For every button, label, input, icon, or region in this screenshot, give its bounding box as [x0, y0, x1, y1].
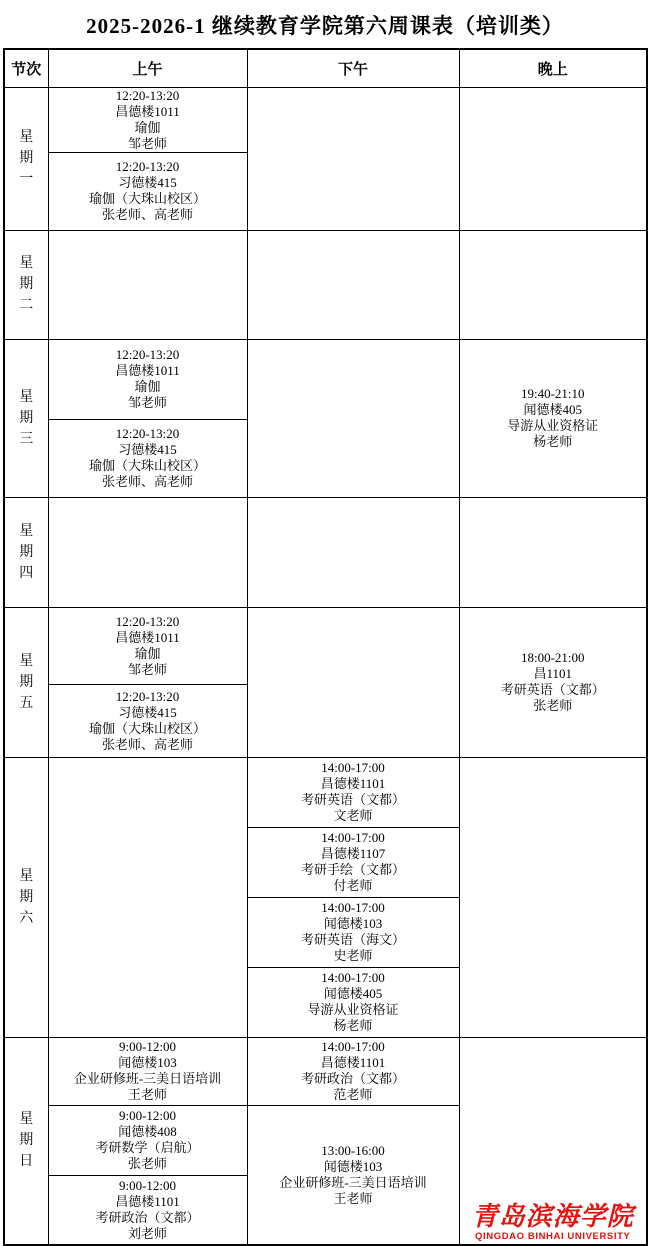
course-room: 闻德楼103 — [323, 916, 383, 931]
empty-cell-fri-pm — [247, 607, 459, 757]
course-time: 14:00-17:00 — [321, 830, 385, 845]
row-saturday-1 — [4, 757, 647, 827]
course-cell-wed-am-2 — [48, 419, 247, 497]
sunday-evening-cell — [459, 1037, 647, 1245]
course-cell-sun-am-2 — [48, 1105, 247, 1175]
header-morning: 上午 — [48, 49, 247, 87]
row-wednesday-1 — [4, 339, 647, 419]
empty-cell-thu-am — [48, 497, 247, 607]
course-time: 9:00-12:00 — [118, 1177, 177, 1193]
course-time: 12:20-13:20 — [115, 613, 180, 629]
day-label-sunday: 星期日 — [4, 1037, 48, 1245]
course-time: 12:20-13:20 — [115, 159, 180, 174]
course-course: 企业研修班-三美日语培训 — [73, 1071, 222, 1086]
course-course: 企业研修班-三美日语培训 — [279, 1174, 427, 1190]
university-logo-english: QINGDAO BINHAI UNIVERSITY — [475, 1230, 631, 1242]
course-course: 考研政治（文都） — [300, 1071, 405, 1086]
course-room: 昌德楼1101 — [320, 1055, 386, 1070]
course-cell-sat-pm-2 — [247, 827, 459, 897]
empty-cell-sat-am — [48, 757, 247, 1037]
course-time: 13:00-16:00 — [321, 1142, 385, 1158]
course-teacher: 杨老师 — [533, 434, 573, 449]
day-label-friday: 星期五 — [4, 607, 48, 757]
course-course: 考研英语（文都） — [300, 792, 405, 807]
row-thursday — [4, 497, 647, 607]
empty-cell-thu-eve — [459, 497, 647, 607]
course-room: 昌德楼1101 — [320, 776, 386, 791]
empty-cell-sat-eve — [459, 757, 647, 1037]
course-cell-sun-am-1 — [48, 1037, 247, 1105]
course-cell-sun-pm-2 — [247, 1105, 459, 1245]
empty-cell-tue-pm — [247, 230, 459, 339]
row-friday-1 — [4, 607, 647, 684]
course-course: 考研数学（启航） — [95, 1140, 200, 1155]
course-time: 9:00-12:00 — [118, 1039, 177, 1054]
course-course: 导游从业资格证 — [307, 1002, 399, 1017]
course-course: 瑜伽 — [134, 645, 161, 661]
course-room: 习德楼415 — [118, 704, 177, 720]
row-tuesday — [4, 230, 647, 339]
course-time: 19:40-21:10 — [520, 386, 585, 401]
course-course: 瑜伽 — [134, 119, 161, 135]
course-room: 闻德楼408 — [118, 1124, 177, 1139]
course-cell-fri-am-1 — [48, 607, 247, 684]
course-teacher: 史老师 — [333, 948, 373, 963]
course-cell-wed-eve — [459, 339, 647, 497]
course-cell-mon-am-2 — [48, 152, 247, 230]
course-course: 考研政治（文都） — [95, 1209, 200, 1225]
course-time: 9:00-12:00 — [118, 1108, 177, 1123]
course-room: 昌德楼1011 — [115, 363, 180, 378]
course-time: 14:00-17:00 — [321, 900, 385, 915]
university-logo-chinese: 青岛滨海学院 — [471, 1201, 634, 1231]
course-room: 昌德楼1011 — [115, 629, 180, 645]
course-course: 考研英语（海文） — [300, 932, 405, 947]
course-time: 14:00-17:00 — [321, 760, 385, 775]
course-cell-mon-am-1 — [48, 87, 247, 152]
header-row — [4, 49, 647, 87]
empty-cell-tue-am — [48, 230, 247, 339]
course-course: 瑜伽 — [134, 379, 161, 394]
course-teacher: 王老师 — [127, 1087, 167, 1102]
schedule-table — [3, 48, 648, 1246]
course-cell-fri-eve — [459, 607, 647, 757]
course-teacher: 杨老师 — [333, 1018, 373, 1033]
day-label-thursday: 星期四 — [4, 497, 48, 607]
university-logo — [460, 1201, 647, 1242]
row-sunday-1 — [4, 1037, 647, 1105]
course-cell-fri-am-2 — [48, 684, 247, 757]
course-teacher: 邹老师 — [127, 395, 167, 410]
course-course: 考研英语（文都） — [500, 682, 605, 697]
course-teacher: 张老师、高老师 — [101, 207, 193, 222]
course-teacher: 范老师 — [333, 1087, 373, 1102]
course-time: 14:00-17:00 — [321, 1039, 385, 1054]
course-cell-sat-pm-4 — [247, 967, 459, 1037]
course-teacher: 王老师 — [333, 1190, 373, 1206]
course-teacher: 邹老师 — [127, 135, 167, 151]
course-room: 昌德楼1107 — [320, 846, 386, 861]
course-cell-wed-am-1 — [48, 339, 247, 419]
course-teacher: 张老师、高老师 — [101, 736, 193, 752]
course-room: 昌德楼1011 — [115, 103, 180, 119]
course-cell-sat-pm-3 — [247, 897, 459, 967]
course-cell-sat-pm-1 — [247, 757, 459, 827]
course-time: 18:00-21:00 — [520, 650, 585, 665]
course-time: 12:20-13:20 — [115, 688, 180, 704]
course-room: 闻德楼405 — [323, 986, 383, 1001]
course-teacher: 刘老师 — [127, 1225, 167, 1241]
course-course: 瑜伽（大珠山校区） — [88, 720, 206, 736]
course-course: 瑜伽（大珠山校区） — [88, 458, 206, 473]
course-room: 昌1101 — [533, 666, 573, 681]
course-room: 昌德楼1101 — [115, 1193, 180, 1209]
course-teacher: 张老师 — [127, 1156, 167, 1171]
course-teacher: 邹老师 — [127, 661, 167, 677]
empty-cell-mon-eve — [459, 87, 647, 230]
course-teacher: 张老师、高老师 — [101, 474, 193, 489]
course-time: 12:20-13:20 — [115, 347, 180, 362]
course-room: 习德楼415 — [118, 175, 177, 190]
header-period: 节次 — [4, 49, 48, 87]
empty-cell-mon-pm — [247, 87, 459, 230]
empty-cell-wed-pm — [247, 339, 459, 497]
empty-cell-tue-eve — [459, 230, 647, 339]
course-room: 习德楼415 — [118, 442, 177, 457]
day-label-tuesday: 星期二 — [4, 230, 48, 339]
course-cell-sun-am-3 — [48, 1175, 247, 1245]
header-evening: 晚上 — [459, 49, 647, 87]
course-cell-sun-pm-1 — [247, 1037, 459, 1105]
day-label-saturday: 星期六 — [4, 757, 48, 1037]
course-time: 12:20-13:20 — [115, 87, 180, 103]
course-time: 12:20-13:20 — [115, 426, 180, 441]
course-room: 闻德楼405 — [523, 402, 582, 417]
page-title: 2025-2026-1 继续教育学院第六周课表（培训类） — [86, 14, 564, 38]
empty-cell-thu-pm — [247, 497, 459, 607]
course-room: 闻德楼103 — [118, 1055, 177, 1070]
course-teacher: 付老师 — [333, 878, 373, 893]
row-monday-1 — [4, 87, 647, 152]
course-teacher: 张老师 — [533, 698, 573, 713]
course-room: 闻德楼103 — [323, 1158, 383, 1174]
course-course: 导游从业资格证 — [507, 418, 599, 433]
course-teacher: 文老师 — [333, 808, 373, 823]
day-label-wednesday: 星期三 — [4, 339, 48, 497]
day-label-monday: 星期一 — [4, 87, 48, 230]
course-course: 考研手绘（文都） — [300, 862, 405, 877]
header-afternoon: 下午 — [247, 49, 459, 87]
course-time: 14:00-17:00 — [321, 970, 385, 985]
course-course: 瑜伽（大珠山校区） — [88, 191, 206, 206]
